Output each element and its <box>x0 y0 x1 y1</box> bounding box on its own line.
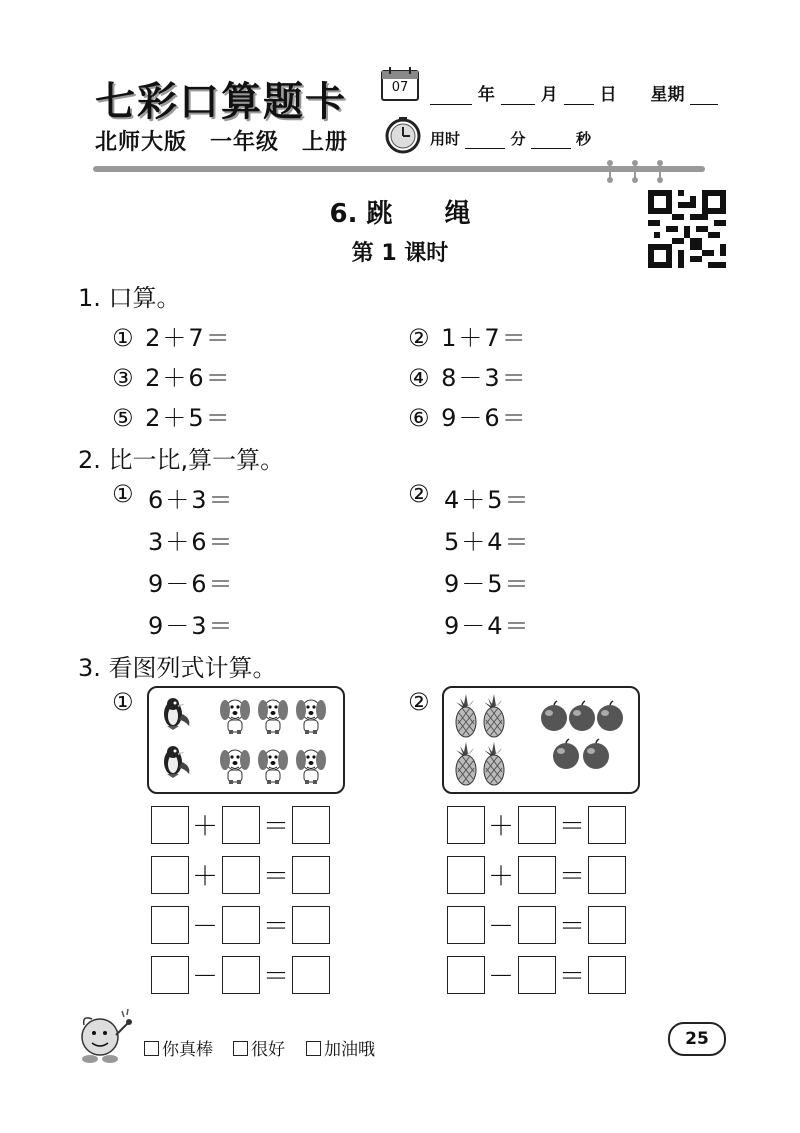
picture-panel-pineapples-apples <box>442 686 640 794</box>
q1-item: ② 1＋7＝ <box>408 324 528 352</box>
q1-title: 1. 口算。 <box>78 284 181 312</box>
answer-box[interactable] <box>222 906 260 944</box>
lesson-subtitle: 第 1 课时 <box>351 241 449 266</box>
q2-left-expr: 6＋3＝ <box>148 486 235 514</box>
answer-box[interactable] <box>151 956 189 994</box>
equals-sign: ＝ <box>558 912 585 942</box>
operator: ＋ <box>487 862 514 892</box>
rating-option-label: 很好 <box>251 1040 285 1060</box>
answer-box[interactable] <box>292 956 330 994</box>
minute-label: 分 <box>510 130 526 148</box>
pineapple-icon <box>484 742 504 785</box>
answer-box[interactable] <box>222 856 260 894</box>
q2-right-num: ② <box>408 480 432 508</box>
q3-title: 3. 看图列式计算。 <box>78 654 277 682</box>
checkbox-icon[interactable] <box>144 1041 159 1056</box>
dog-icon <box>296 750 326 784</box>
answer-box[interactable] <box>292 906 330 944</box>
operator: － <box>191 912 218 942</box>
pineapple-icon <box>484 694 504 737</box>
q2-right-expr: 5＋4＝ <box>444 528 531 556</box>
brand-title: 七彩口算题卡 <box>95 78 347 125</box>
day-label: 日 <box>599 85 617 105</box>
page-number: 25 <box>685 1029 709 1049</box>
q2-left-expr: 9－6＝ <box>148 570 235 598</box>
year-label: 年 <box>477 85 495 105</box>
apple-icon <box>583 739 609 769</box>
answer-box[interactable] <box>151 806 189 844</box>
q2-left-expr: 3＋6＝ <box>148 528 235 556</box>
apple-icon <box>569 701 595 731</box>
edition-label: 北师大版 一年级 上册 <box>95 130 349 155</box>
pineapple-icon <box>456 742 476 785</box>
q2-right-expr: 9－5＝ <box>444 570 531 598</box>
answer-box[interactable] <box>151 856 189 894</box>
apple-icon <box>541 701 567 731</box>
page-number-badge <box>668 1022 726 1056</box>
q1-item: ④ 8－3＝ <box>408 364 528 392</box>
apple-icon <box>553 739 579 769</box>
date-row <box>430 80 718 105</box>
month-blank[interactable] <box>501 104 535 105</box>
dog-icon <box>258 700 288 734</box>
second-label: 秒 <box>575 130 591 148</box>
answer-box[interactable] <box>588 856 626 894</box>
operator: － <box>487 962 514 992</box>
q2-left-expr: 9－3＝ <box>148 612 235 640</box>
day-blank[interactable] <box>564 104 594 105</box>
time-label: 用时 <box>430 130 461 148</box>
q1-item: ⑤ 2＋5＝ <box>112 404 232 432</box>
answer-box[interactable] <box>518 956 556 994</box>
answer-box[interactable] <box>518 856 556 894</box>
answer-box[interactable] <box>518 806 556 844</box>
equals-sign: ＝ <box>262 862 289 892</box>
dog-icon <box>258 750 288 784</box>
dog-icon <box>220 700 250 734</box>
month-label: 月 <box>540 85 558 105</box>
q2-left-num: ① <box>112 480 136 508</box>
equals-sign: ＝ <box>262 962 289 992</box>
equals-sign: ＝ <box>558 962 585 992</box>
dog-icon <box>220 750 250 784</box>
mascot-icon <box>72 1005 136 1073</box>
calendar-day: 07 <box>391 80 409 95</box>
picture-panel-birds-dogs <box>147 686 345 794</box>
rating-option[interactable] <box>306 1035 375 1060</box>
weekday-blank[interactable] <box>690 104 718 105</box>
year-blank[interactable] <box>430 104 472 105</box>
answer-box[interactable] <box>222 806 260 844</box>
second-blank[interactable] <box>531 148 571 149</box>
answer-box[interactable] <box>447 906 485 944</box>
rating-option[interactable] <box>144 1035 213 1060</box>
weekday-label: 星期 <box>650 85 685 105</box>
calendar-icon <box>380 66 420 102</box>
q3-left-num: ① <box>112 688 136 716</box>
answer-box[interactable] <box>447 856 485 894</box>
dog-icon <box>296 700 326 734</box>
answer-box[interactable] <box>447 806 485 844</box>
operator: ＋ <box>487 812 514 842</box>
operator: － <box>191 962 218 992</box>
equals-sign: ＝ <box>558 812 585 842</box>
bird-icon <box>164 698 189 730</box>
answer-box[interactable] <box>151 906 189 944</box>
q1-item: ① 2＋7＝ <box>112 324 232 352</box>
answer-box[interactable] <box>588 906 626 944</box>
equals-sign: ＝ <box>262 812 289 842</box>
equals-sign: ＝ <box>262 912 289 942</box>
bird-icon <box>164 746 189 778</box>
checkbox-icon[interactable] <box>306 1041 321 1056</box>
equals-sign: ＝ <box>558 862 585 892</box>
answer-box[interactable] <box>447 956 485 994</box>
pineapple-icon <box>456 694 476 737</box>
q2-right-expr: 9－4＝ <box>444 612 531 640</box>
clock-icon <box>383 115 423 159</box>
operator: － <box>487 912 514 942</box>
q2-right-expr: 4＋5＝ <box>444 486 531 514</box>
apple-icon <box>597 701 623 731</box>
answer-box[interactable] <box>292 856 330 894</box>
q2-title: 2. 比一比,算一算。 <box>78 446 285 474</box>
minute-blank[interactable] <box>465 148 505 149</box>
divider-ornament <box>600 158 670 188</box>
checkbox-icon[interactable] <box>233 1041 248 1056</box>
time-row <box>430 128 591 149</box>
rating-option-label: 你真棒 <box>162 1040 213 1060</box>
answer-box[interactable] <box>292 806 330 844</box>
q3-right-num: ② <box>408 688 432 716</box>
q1-item: ⑥ 9－6＝ <box>408 404 528 432</box>
operator: ＋ <box>191 862 218 892</box>
rating-option-label: 加油哦 <box>324 1040 375 1060</box>
lesson-title: 6. 跳 绳 <box>329 199 471 229</box>
answer-box[interactable] <box>518 906 556 944</box>
answer-box[interactable] <box>588 956 626 994</box>
answer-box[interactable] <box>222 956 260 994</box>
operator: ＋ <box>191 812 218 842</box>
answer-box[interactable] <box>588 806 626 844</box>
rating-option[interactable] <box>233 1035 285 1060</box>
q1-item: ③ 2＋6＝ <box>112 364 232 392</box>
